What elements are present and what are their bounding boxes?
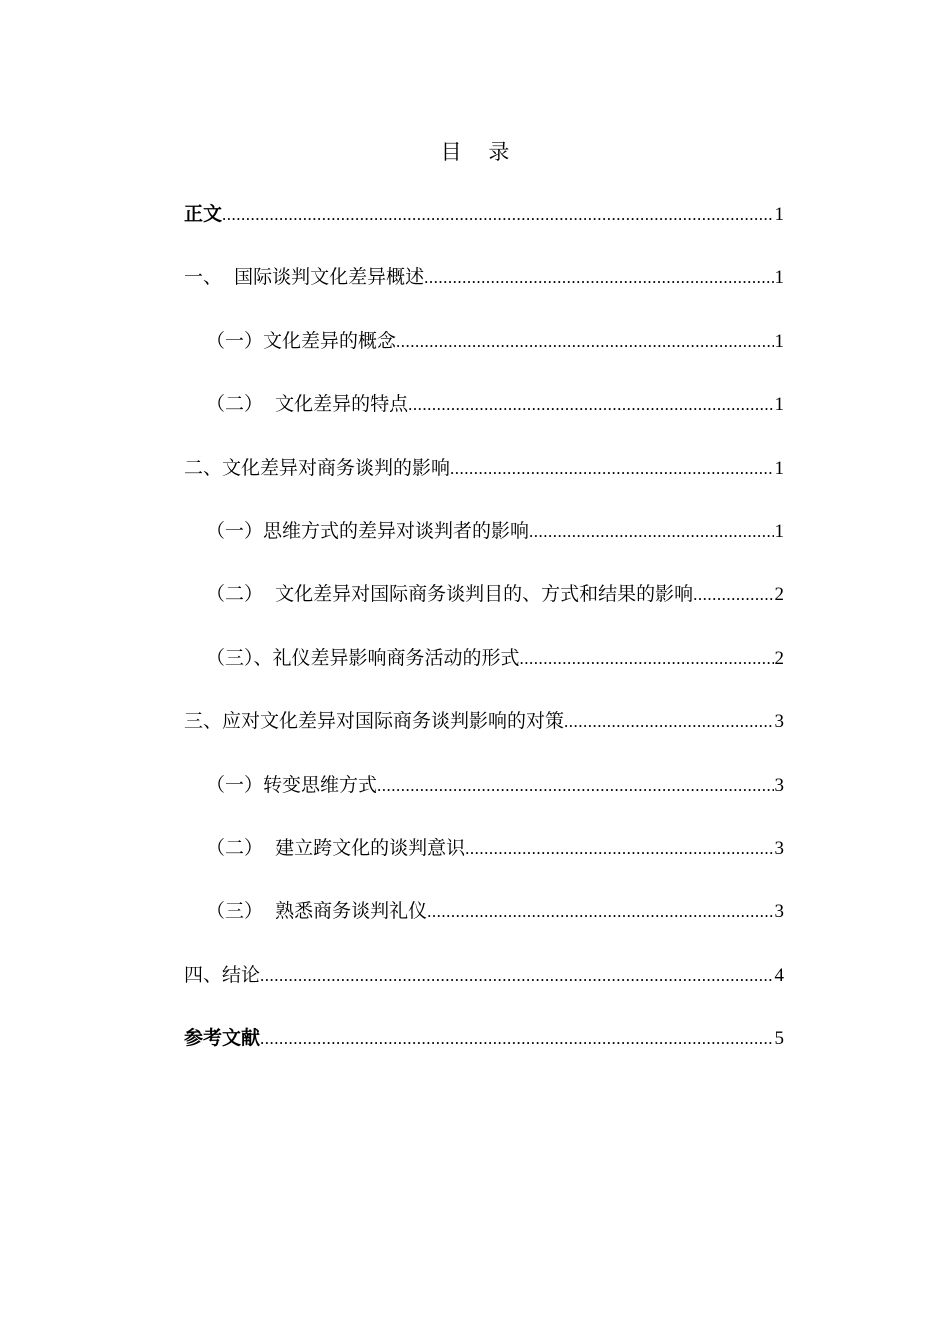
- toc-title: 目 录: [440, 140, 510, 164]
- toc-entry-text: （三） 熟悉商务谈判礼仪: [206, 900, 428, 923]
- toc-entry-text: （一）文化差异的概念: [206, 329, 397, 352]
- toc-entry-text: 三、应对文化差异对国际商务谈判影响的对策: [184, 710, 565, 733]
- toc-entry-main-text[interactable]: [184, 198, 784, 261]
- toc-entry-section-1-1[interactable]: [184, 325, 784, 388]
- toc-dot-leader: [693, 579, 773, 611]
- toc-entry-text: （二） 文化差异对国际商务谈判目的、方式和结果的影响: [206, 583, 694, 606]
- toc-page-number: 3: [774, 901, 784, 923]
- toc-page-number: 1: [774, 330, 784, 352]
- toc-dot-leader: [520, 643, 774, 675]
- toc-dot-leader: [450, 453, 773, 485]
- toc-dot-leader: [222, 199, 773, 231]
- toc-dot-leader: [260, 960, 773, 992]
- toc-entry-text: 二、文化差异对商务谈判的影响: [184, 456, 451, 479]
- toc-entry-references[interactable]: [184, 1022, 784, 1085]
- toc-entry-section-4[interactable]: [184, 959, 784, 1022]
- toc-dot-leader: [427, 896, 773, 928]
- toc-page-number: 1: [774, 204, 784, 225]
- toc-entry-section-2-1[interactable]: [184, 515, 784, 578]
- toc-entry-text: （一）转变思维方式: [206, 773, 378, 796]
- toc-entry-text: （二） 文化差异的特点: [206, 393, 409, 416]
- toc-entry-section-1[interactable]: [184, 261, 784, 324]
- toc-page-number: 1: [774, 394, 784, 416]
- toc-entry-section-3-2[interactable]: [184, 832, 784, 895]
- toc-entry-section-3-1[interactable]: [184, 769, 784, 832]
- toc-page-number: 2: [774, 647, 784, 669]
- toc-entry-section-3-3[interactable]: [184, 895, 784, 958]
- toc-entry-section-2-2[interactable]: [184, 578, 784, 641]
- toc-list: [184, 198, 784, 1085]
- toc-entry-text: （二） 建立跨文化的谈判意识: [206, 836, 466, 859]
- toc-entry-section-2-3[interactable]: [184, 642, 784, 705]
- toc-entry-text: 一、 国际谈判文化差异概述: [184, 266, 425, 289]
- toc-page-number: 2: [774, 584, 784, 606]
- toc-dot-leader: [424, 262, 773, 294]
- toc-page-number: 3: [774, 837, 784, 859]
- toc-entry-text: （一）思维方式的差异对谈判者的影响: [206, 519, 530, 542]
- toc-page-number: 1: [774, 267, 784, 289]
- toc-entry-text: （三）、礼仪差异影响商务活动的形式: [206, 646, 520, 669]
- toc-page-number: 5: [774, 1028, 784, 1050]
- toc-dot-leader: [564, 706, 773, 738]
- toc-page-number: 4: [774, 964, 784, 986]
- toc-entry-section-1-2[interactable]: [184, 388, 784, 451]
- toc-page-number: 3: [774, 774, 784, 796]
- toc-dot-leader: [377, 770, 773, 802]
- toc-entry-section-3[interactable]: [184, 705, 784, 768]
- toc-dot-leader: [529, 516, 773, 548]
- toc-page-number: 1: [774, 457, 784, 479]
- toc-entry-text: 参考文献: [184, 1027, 261, 1050]
- toc-dot-leader: [260, 1023, 773, 1055]
- toc-dot-leader: [408, 389, 773, 421]
- toc-dot-leader: [465, 833, 773, 865]
- toc-entry-section-2[interactable]: [184, 452, 784, 515]
- toc-entry-text: 正文: [184, 203, 223, 225]
- toc-page-number: 1: [774, 520, 784, 542]
- toc-dot-leader: [396, 326, 773, 358]
- toc-page-number: 3: [774, 711, 784, 733]
- toc-entry-text: 四、结论: [184, 963, 261, 986]
